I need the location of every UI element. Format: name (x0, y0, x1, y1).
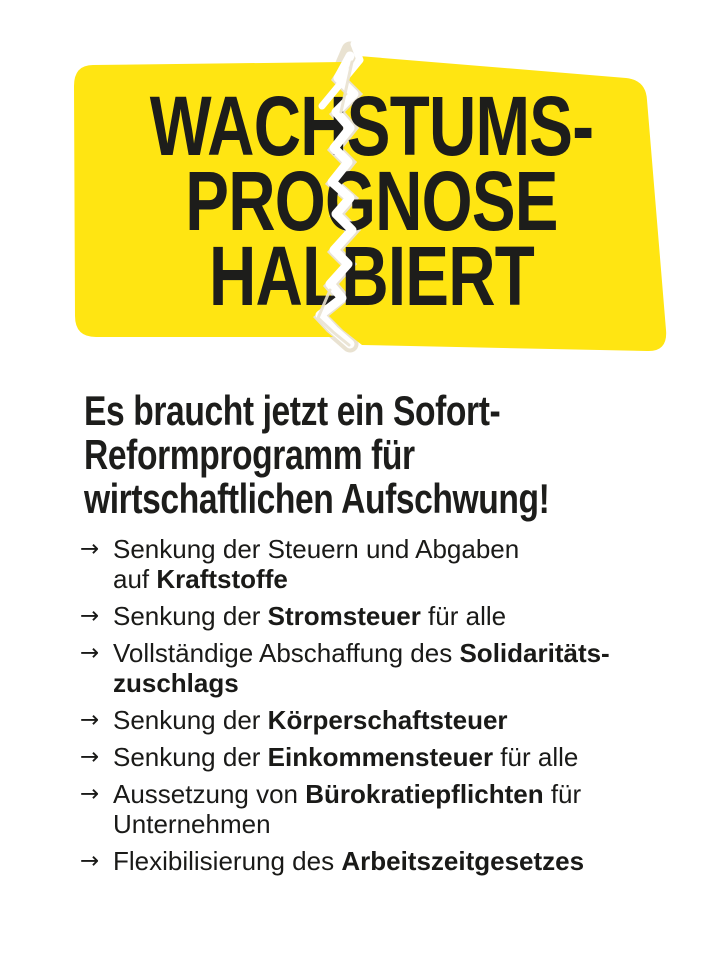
banner-line-2: PROGNOSE (185, 154, 558, 248)
list-item-text (113, 742, 680, 772)
banner-headline (139, 79, 605, 323)
arrow-right-icon: → (80, 640, 100, 666)
arrow-right-icon: → (80, 744, 100, 770)
plain-text: Senkung der (113, 601, 268, 631)
plain-text: Senkung der (113, 742, 268, 772)
emphasized-text: Einkommensteuer (267, 742, 494, 772)
plain-text: für alle (420, 601, 507, 631)
list-item (80, 601, 680, 631)
plain-text: Senkung der Steuern und Abgaben (113, 534, 520, 564)
subheadline-line-2: Reformprogramm für (84, 431, 415, 478)
emphasized-text: Bürokratiepflichten (305, 779, 544, 809)
arrow-right-icon: → (80, 603, 100, 629)
list-item-text (113, 779, 680, 839)
plain-text: Unternehmen (113, 809, 271, 839)
list-item-line (113, 564, 680, 594)
list-item-line (113, 809, 680, 839)
list-item-text (113, 846, 680, 876)
list-item-text (113, 534, 680, 594)
list-item (80, 638, 680, 698)
emphasized-text: Solidaritäts- (459, 638, 610, 668)
list-item-line (113, 534, 680, 564)
plain-text: Flexibilisierung des (113, 846, 342, 876)
list-item (80, 846, 680, 876)
banner-line-3: HALBIERT (209, 229, 534, 323)
list-item-line (113, 638, 680, 668)
list-item-text (113, 601, 680, 631)
plain-text: Senkung der (113, 705, 268, 735)
list-item-text (113, 638, 680, 698)
plain-text: für (543, 779, 582, 809)
subheadline-line-1: Es braucht jetzt ein Sofort- (84, 387, 501, 434)
plain-text: Aussetzung von (113, 779, 306, 809)
list-item-line (113, 779, 680, 809)
subheadline (84, 389, 580, 521)
list-item (80, 742, 680, 772)
list-item-line (113, 705, 680, 735)
banner-line-1: WACHSTUMS- (149, 79, 594, 173)
plain-text: auf (113, 564, 157, 594)
arrow-right-icon: → (80, 848, 100, 874)
list-item (80, 779, 680, 839)
emphasized-text: zuschlags (113, 668, 239, 698)
list-item-line (113, 742, 680, 772)
arrow-right-icon: → (80, 781, 100, 807)
arrow-right-icon: → (80, 536, 100, 562)
plain-text: für alle (493, 742, 579, 772)
arrow-right-icon: → (80, 707, 100, 733)
list-item-text (113, 705, 680, 735)
plain-text: Vollständige Abschaffung des (113, 638, 460, 668)
emphasized-text: Stromsteuer (267, 601, 421, 631)
list-item-line (113, 668, 680, 698)
emphasized-text: Kraftstoffe (156, 564, 288, 594)
torn-banner (0, 0, 720, 385)
emphasized-text: Körperschaftsteuer (267, 705, 508, 735)
demand-list (80, 534, 680, 883)
subheadline-line-3: wirtschaftlichen Aufschwung! (84, 475, 550, 522)
list-item (80, 534, 680, 594)
emphasized-text: Arbeitszeitgesetzes (341, 846, 585, 876)
list-item-line (113, 846, 680, 876)
list-item (80, 705, 680, 735)
list-item-line (113, 601, 680, 631)
